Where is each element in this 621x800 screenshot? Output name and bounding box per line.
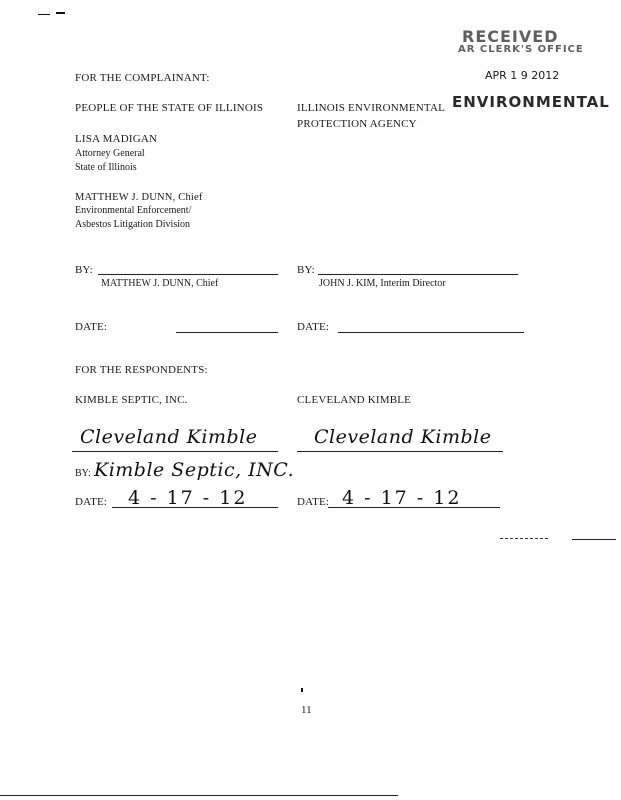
scan-speck [38, 14, 50, 15]
respondents-heading: FOR THE RESPONDENTS: [75, 364, 208, 376]
received-stamp-clerk: AR CLERK'S OFFICE [458, 44, 584, 55]
respondent-date-label-right: DATE: [297, 496, 330, 508]
company-signature: Cleveland Kimble [80, 426, 258, 448]
respondent-date-label-left: DATE: [75, 496, 108, 508]
date-label-right: DATE: [297, 321, 330, 333]
received-stamp: RECEIVED [462, 27, 559, 46]
scan-mark-solid [572, 539, 616, 540]
by-name-right: JOHN J. KIM, Interim Director [319, 278, 446, 289]
person-signature-line [297, 451, 503, 452]
agency-line-2: PROTECTION AGENCY [297, 118, 417, 130]
respondent-by-label: BY: [75, 468, 91, 479]
respondent-date-line-left [112, 507, 278, 508]
dunn-division-1: Environmental Enforcement/ [75, 205, 192, 216]
respondent-date-value-right: 4 - 17 - 12 [342, 487, 462, 509]
respondent-company: KIMBLE SEPTIC, INC. [75, 394, 188, 406]
stamp-environmental: ENVIRONMENTAL [452, 93, 610, 111]
page-number: 11 [301, 704, 312, 716]
agency-line-1: ILLINOIS ENVIRONMENTAL [297, 102, 446, 114]
respondent-by-signature: Kimble Septic, INC. [94, 459, 295, 481]
signature-line-right [318, 274, 518, 275]
scan-speck [56, 12, 65, 14]
stamp-date: APR 1 9 2012 [485, 69, 560, 82]
ag-title: Attorney General [75, 148, 145, 159]
dunn-division-2: Asbestos Litigation Division [75, 219, 190, 230]
respondent-date-value-left: 4 - 17 - 12 [128, 487, 248, 509]
by-label-left: BY: [75, 264, 93, 276]
dunn-name: MATTHEW J. DUNN, Chief [75, 192, 203, 203]
company-signature-line [72, 451, 278, 452]
signature-line-left [98, 274, 278, 275]
person-signature: Cleveland Kimble [314, 426, 492, 448]
ag-name: LISA MADIGAN [75, 133, 158, 145]
complainant-heading: FOR THE COMPLAINANT: [75, 72, 210, 84]
date-line-left [176, 332, 278, 333]
date-line-right [338, 332, 524, 333]
respondent-date-line-right [328, 507, 500, 508]
scan-speck [301, 688, 303, 692]
by-name-left: MATTHEW J. DUNN, Chief [101, 278, 219, 289]
respondent-person: CLEVELAND KIMBLE [297, 394, 412, 406]
by-label-right: BY: [297, 264, 315, 276]
date-label-left: DATE: [75, 321, 108, 333]
people-of-illinois: PEOPLE OF THE STATE OF ILLINOIS [75, 102, 264, 114]
ag-state: State of Illinois [75, 162, 137, 173]
scan-mark-dashed [500, 538, 548, 539]
bottom-scan-rule [0, 795, 398, 796]
